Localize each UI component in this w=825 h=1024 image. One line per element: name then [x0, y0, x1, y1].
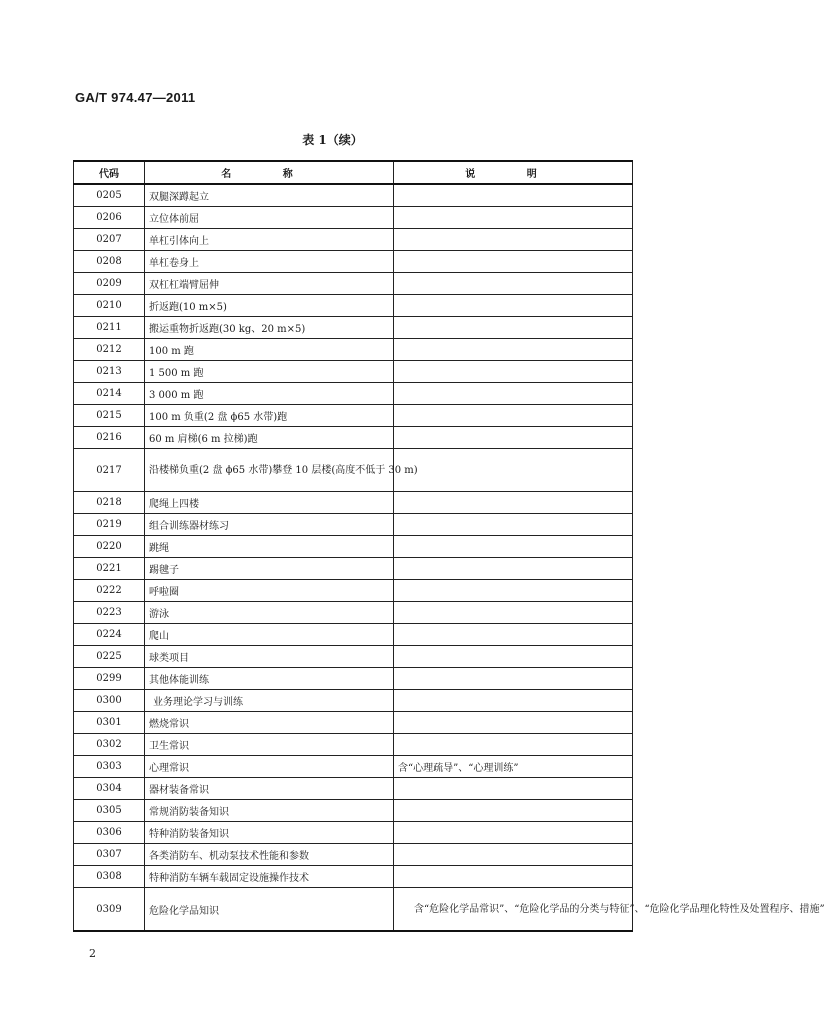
table-row — [74, 690, 633, 712]
row-code: 0301 — [74, 712, 145, 734]
row-code: 0213 — [74, 361, 145, 383]
row-code: 0300 — [74, 690, 145, 712]
row-name: 100 m 负重(2 盘 ϕ65 水带)跑 — [145, 405, 394, 427]
table-row — [74, 449, 633, 492]
table-row — [74, 405, 633, 427]
table-row — [74, 822, 633, 844]
row-desc — [394, 383, 633, 405]
row-desc — [394, 668, 633, 690]
table-row — [74, 383, 633, 405]
row-name: 1 500 m 跑 — [145, 361, 394, 383]
row-desc — [394, 405, 633, 427]
row-desc — [394, 492, 633, 514]
table-row — [74, 229, 633, 251]
row-name: 爬绳上四楼 — [145, 492, 394, 514]
row-desc — [394, 712, 633, 734]
table-row — [74, 668, 633, 690]
table-row — [74, 888, 633, 932]
row-name: 沿楼梯负重(2 盘 ϕ65 水带)攀登 10 层楼(高度不低于 30 m) — [145, 449, 394, 492]
table-row — [74, 536, 633, 558]
table-row — [74, 624, 633, 646]
row-name: 卫生常识 — [145, 734, 394, 756]
row-name: 搬运重物折返跑(30 kg、20 m×5) — [145, 317, 394, 339]
row-desc — [394, 778, 633, 800]
row-name: 立位体前屈 — [145, 207, 394, 229]
table-row — [74, 317, 633, 339]
table-header-row — [74, 161, 633, 184]
row-code: 0206 — [74, 207, 145, 229]
row-name: 各类消防车、机动泵技术性能和参数 — [145, 844, 394, 866]
row-name: 双杠杠端臂屈伸 — [145, 273, 394, 295]
table-row — [74, 756, 633, 778]
page-number: 2 — [89, 947, 96, 960]
row-name: 器材装备常识 — [145, 778, 394, 800]
row-name: 双腿深蹲起立 — [145, 184, 394, 207]
table-row — [74, 602, 633, 624]
row-desc — [394, 646, 633, 668]
column-header-name: 名 称 — [145, 161, 394, 184]
row-name: 跳绳 — [145, 536, 394, 558]
row-code: 0207 — [74, 229, 145, 251]
row-code: 0309 — [74, 888, 145, 932]
row-code: 0218 — [74, 492, 145, 514]
table-row — [74, 361, 633, 383]
row-desc — [394, 558, 633, 580]
table-row — [74, 339, 633, 361]
row-code: 0209 — [74, 273, 145, 295]
row-desc — [394, 361, 633, 383]
table-row — [74, 184, 633, 207]
row-name: 60 m 肩梯(6 m 拉梯)跑 — [145, 427, 394, 449]
row-name: 单杠引体向上 — [145, 229, 394, 251]
table-row — [74, 207, 633, 229]
table-row — [74, 273, 633, 295]
row-code: 0208 — [74, 251, 145, 273]
table-row — [74, 734, 633, 756]
table-row — [74, 295, 633, 317]
row-name: 单杠卷身上 — [145, 251, 394, 273]
row-code: 0219 — [74, 514, 145, 536]
row-desc — [394, 536, 633, 558]
row-code: 0214 — [74, 383, 145, 405]
row-desc — [394, 624, 633, 646]
row-desc — [394, 449, 633, 492]
row-code: 0304 — [74, 778, 145, 800]
table-row — [74, 580, 633, 602]
row-desc — [394, 602, 633, 624]
row-code: 0216 — [74, 427, 145, 449]
code-table — [73, 160, 825, 932]
row-name: 踢毽子 — [145, 558, 394, 580]
row-name: 呼啦圈 — [145, 580, 394, 602]
row-name: 其他体能训练 — [145, 668, 394, 690]
row-name: 3 000 m 跑 — [145, 383, 394, 405]
row-desc — [394, 184, 633, 207]
row-name: 100 m 跑 — [145, 339, 394, 361]
row-desc — [394, 866, 633, 888]
table-row — [74, 844, 633, 866]
table-row — [74, 492, 633, 514]
table-row — [74, 800, 633, 822]
row-desc — [394, 251, 633, 273]
row-desc — [394, 580, 633, 602]
row-name: 危险化学品知识 — [145, 888, 394, 932]
row-desc — [394, 295, 633, 317]
row-name: 组合训练器材练习 — [145, 514, 394, 536]
row-desc — [394, 734, 633, 756]
row-code: 0303 — [74, 756, 145, 778]
row-name: 球类项目 — [145, 646, 394, 668]
row-desc — [394, 317, 633, 339]
row-desc — [394, 273, 633, 295]
row-name: 折返跑(10 m×5) — [145, 295, 394, 317]
row-code: 0205 — [74, 184, 145, 207]
row-desc — [394, 207, 633, 229]
table-caption: 表 1（续） — [302, 133, 363, 147]
row-desc — [394, 339, 633, 361]
row-code: 0225 — [74, 646, 145, 668]
table-row — [74, 251, 633, 273]
column-header-code: 代码 — [74, 161, 145, 184]
table-row — [74, 558, 633, 580]
row-desc — [394, 844, 633, 866]
row-code: 0210 — [74, 295, 145, 317]
row-desc: 含“心理疏导”、“心理训练” — [394, 756, 633, 778]
row-name: 燃烧常识 — [145, 712, 394, 734]
row-code: 0220 — [74, 536, 145, 558]
table-row — [74, 427, 633, 449]
table-row — [74, 778, 633, 800]
row-name: 业务理论学习与训练 — [145, 690, 394, 712]
row-code: 0222 — [74, 580, 145, 602]
column-header-desc: 说 明 — [394, 161, 633, 184]
table-row — [74, 866, 633, 888]
row-code: 0224 — [74, 624, 145, 646]
row-desc — [394, 514, 633, 536]
row-code: 0212 — [74, 339, 145, 361]
row-desc — [394, 690, 633, 712]
row-code: 0307 — [74, 844, 145, 866]
row-desc — [394, 427, 633, 449]
row-code: 0221 — [74, 558, 145, 580]
table-row — [74, 514, 633, 536]
row-name: 游泳 — [145, 602, 394, 624]
row-name: 常规消防装备知识 — [145, 800, 394, 822]
row-name: 爬山 — [145, 624, 394, 646]
table-row — [74, 646, 633, 668]
row-code: 0308 — [74, 866, 145, 888]
row-code: 0223 — [74, 602, 145, 624]
row-name: 特种消防装备知识 — [145, 822, 394, 844]
row-code: 0305 — [74, 800, 145, 822]
row-desc: 含“危险化学品常识”、“危险化学品的分类与特征”、“危险化学品理化特性及处置程序、措施” — [394, 888, 633, 932]
row-desc — [394, 800, 633, 822]
row-code: 0306 — [74, 822, 145, 844]
row-code: 0211 — [74, 317, 145, 339]
row-desc — [394, 822, 633, 844]
row-code: 0217 — [74, 449, 145, 492]
row-code: 0302 — [74, 734, 145, 756]
row-desc — [394, 229, 633, 251]
table-row — [74, 712, 633, 734]
row-name: 特种消防车辆车载固定设施操作技术 — [145, 866, 394, 888]
standard-code: GA/T 974.47—2011 — [75, 90, 196, 105]
row-code: 0299 — [74, 668, 145, 690]
row-code: 0215 — [74, 405, 145, 427]
row-name: 心理常识 — [145, 756, 394, 778]
